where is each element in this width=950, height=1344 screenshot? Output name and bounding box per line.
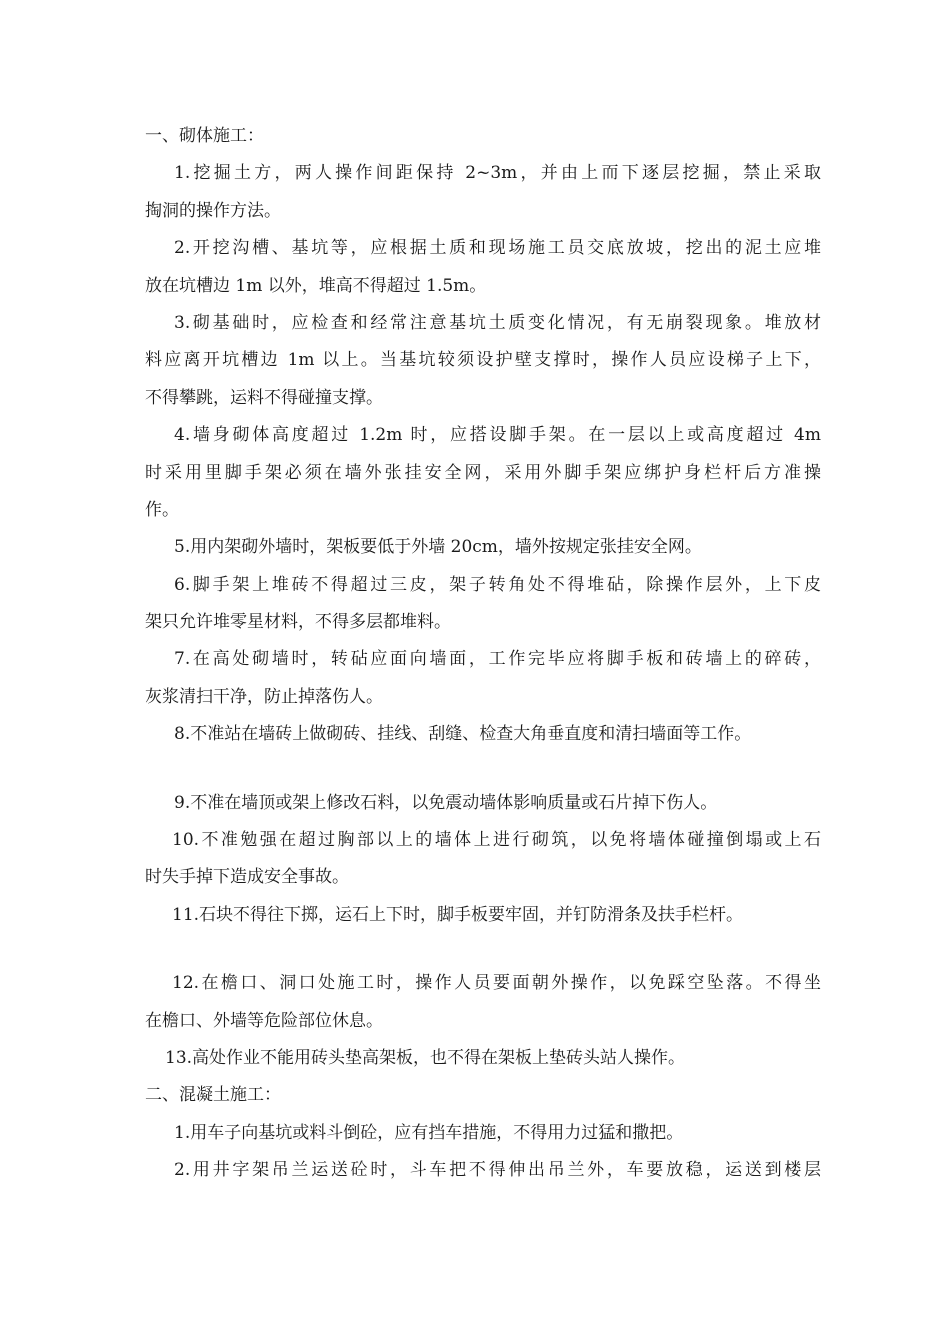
paragraph-line: 13.高处作业不能用砖头垫高架板，也不得在架板上垫砖头站人操作。 — [165, 1047, 686, 1068]
blank-line — [145, 934, 821, 965]
paragraph-line: 时采用里脚手架必须在墙外张挂安全网，采用外脚手架应绑护身栏杆后方准操 — [145, 462, 821, 483]
paragraph-line: 4.墙身砌体高度超过 1.2m 时，应搭设脚手架。在一层以上或高度超过 4m — [174, 425, 821, 446]
paragraph-line: 不得攀跳，运料不得碰撞支撑。 — [145, 387, 383, 408]
paragraph-line: 8.不准站在墙砖上做砌砖、挂线、刮缝、检查大角垂直度和清扫墙面等工作。 — [174, 724, 752, 745]
paragraph-line: 灰浆清扫干净，防止掉落伤人。 — [145, 686, 383, 707]
paragraph-line: 作。 — [145, 499, 179, 520]
paragraph-line: 5.用内架砌外墙时，架板要低于外墙 20cm，墙外按规定张挂安全网。 — [174, 537, 702, 558]
paragraph-line: 12.在檐口、洞口处施工时，操作人员要面朝外操作，以免踩空坠落。不得坐 — [172, 973, 821, 994]
paragraph-line: 2.开挖沟槽、基坑等，应根据土质和现场施工员交底放坡，挖出的泥土应堆 — [174, 238, 821, 259]
paragraph-line: 9.不准在墙顶或架上修改石料，以免震动墙体影响质量或石片掉下伤人。 — [174, 792, 718, 813]
paragraph-line: 料应离开坑槽边 1m 以上。当基坑较须设护壁支撑时，操作人员应设梯子上下， — [145, 350, 821, 371]
blank-line — [145, 754, 821, 785]
paragraph-line: 7.在高处砌墙时，转砧应面向墙面，工作完毕应将脚手板和砖墙上的碎砖， — [174, 649, 821, 670]
paragraph-line: 架只允许堆零星材料，不得多层都堆料。 — [145, 612, 451, 633]
paragraph-line: 1.用车子向基坑或料斗倒砼，应有挡车措施，不得用力过猛和撒把。 — [174, 1122, 684, 1143]
paragraph-line: 时失手掉下造成安全事故。 — [145, 867, 349, 888]
paragraph-line: 6.脚手架上堆砖不得超过三皮，架子转角处不得堆砧，除操作层外，上下皮 — [174, 574, 821, 595]
paragraph-line: 掏洞的操作方法。 — [145, 200, 281, 221]
paragraph-line: 10.不准勉强在超过胸部以上的墙体上进行砌筑，以免将墙体碰撞倒塌或上石 — [172, 830, 821, 851]
paragraph-line: 在檐口、外墙等危险部位休息。 — [145, 1010, 383, 1031]
section-heading-concrete: 二、混凝土施工： — [145, 1085, 281, 1106]
paragraph-line: 3.砌基础时，应检查和经常注意基坑土质变化情况，有无崩裂现象。堆放材 — [174, 312, 821, 333]
paragraph-line: 11.石块不得往下掷，运石上下时，脚手板要牢固，并钉防滑条及扶手栏杆。 — [172, 904, 744, 925]
section-heading-masonry: 一、砌体施工： — [145, 126, 264, 146]
paragraph-line: 放在坑槽边 1m 以外，堆高不得超过 1.5m。 — [145, 275, 487, 296]
paragraph-line: 1.挖掘土方，两人操作间距保持 2~3m，并由上而下逐层挖掘，禁止采取 — [174, 163, 821, 184]
document-body — [145, 118, 821, 1190]
paragraph-line: 2.用井字架吊兰运送砼时，斗车把不得伸出吊兰外，车要放稳，运送到楼层 — [174, 1160, 821, 1181]
